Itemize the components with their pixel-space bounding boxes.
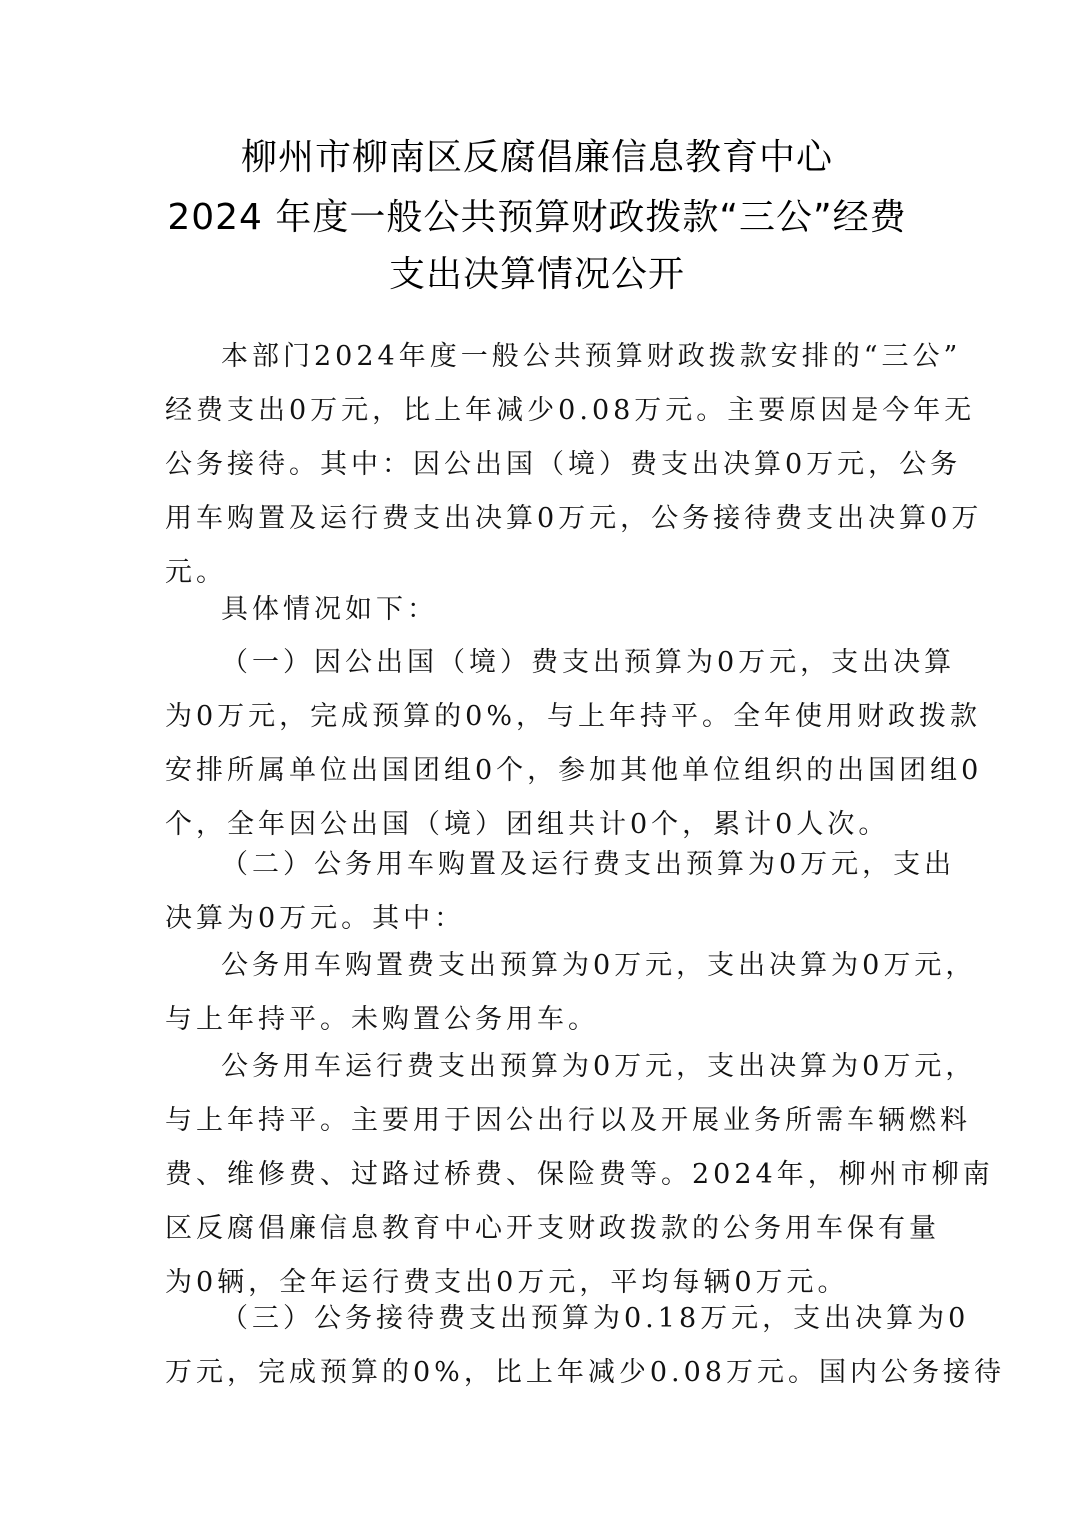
paragraph-line: 公务接待。其中：因公出国（境）费支出决算0万元，公务	[165, 449, 962, 480]
paragraph-line: 为0辆，全年运行费支出0万元，平均每辆0万元。	[165, 1267, 849, 1298]
paragraph-line: 决算为0万元。其中：	[165, 903, 466, 934]
paragraph-reception-expenses	[165, 1292, 1005, 1400]
paragraph-line: 安排所属单位出国团组0个，参加其他单位组织的出国团组0	[165, 755, 983, 786]
paragraph-vehicle-purchase	[165, 939, 977, 1047]
paragraph-vehicle-operation	[165, 1040, 994, 1310]
paragraph-line: 用车购置及运行费支出决算0万元，公务接待费支出决算0万	[165, 503, 983, 534]
paragraph-summary	[165, 330, 983, 600]
document-title-line-1: 柳州市柳南区反腐倡廉信息教育中心	[240, 137, 833, 178]
paragraph-line: 经费支出0万元，比上年减少0.08万元。主要原因是今年无	[165, 395, 976, 426]
paragraph-line: 元。	[165, 557, 227, 588]
paragraph-line: 公务用车运行费支出预算为0万元，支出决算为0万元，	[221, 1051, 977, 1082]
paragraph-line: 本部门2024年度一般公共预算财政拨款安排的“三公”	[221, 341, 962, 372]
paragraph-overseas-travel	[165, 636, 983, 852]
document-title-line-2: 2024 年度一般公共预算财政拨款“三公”经费	[167, 197, 907, 238]
paragraph-line: 个，全年因公出国（境）团组共计0个，累计0人次。	[165, 809, 890, 840]
paragraph-line: 费、维修费、过路过桥费、保险费等。2024年，柳州市柳南	[165, 1159, 994, 1190]
paragraph-details-intro	[165, 583, 915, 637]
paragraph-line: 为0万元，完成预算的0%，与上年持平。全年使用财政拨款	[165, 701, 982, 732]
paragraph-vehicle-expenses	[165, 838, 956, 946]
paragraph-line: 公务用车购置费支出预算为0万元，支出决算为0万元，	[221, 950, 977, 981]
paragraph-line: （三）公务接待费支出预算为0.18万元，支出决算为0	[221, 1303, 970, 1334]
paragraph-line: 万元，完成预算的0%，比上年减少0.08万元。国内公务接待	[165, 1357, 1005, 1388]
paragraph-line: 与上年持平。主要用于因公出行以及开展业务所需车辆燃料	[165, 1105, 971, 1136]
paragraph-line: 区反腐倡廉信息教育中心开支财政拨款的公务用车保有量	[165, 1213, 940, 1244]
paragraph-line: （二）公务用车购置及运行费支出预算为0万元，支出	[221, 849, 956, 880]
paragraph-line: 具体情况如下：	[221, 594, 438, 625]
paragraph-line: （一）因公出国（境）费支出预算为0万元，支出决算	[221, 647, 956, 678]
document-title-line-3: 支出决算情况公开	[388, 254, 685, 295]
paragraph-line: 与上年持平。未购置公务用车。	[165, 1004, 599, 1035]
